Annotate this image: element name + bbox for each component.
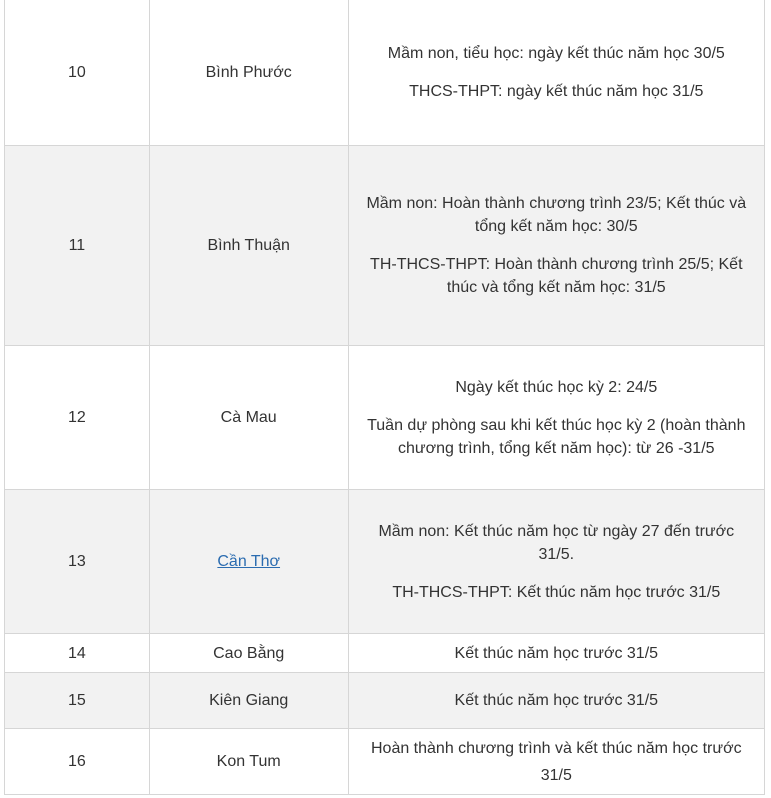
schedule-note <box>348 0 764 146</box>
row-number: 10 <box>5 0 150 146</box>
schedule-note <box>348 729 764 795</box>
row-number: 14 <box>5 634 150 673</box>
province-name: Kiên Giang <box>149 673 348 729</box>
schedule-note <box>348 146 764 346</box>
table-row <box>5 634 765 673</box>
note-line: Tuần dự phòng sau khi kết thúc học kỳ 2 (hoàn thành chương trình, tổng kết năm học): từ 26 -31/5 <box>367 416 746 457</box>
schedule-note <box>348 673 764 729</box>
note-line: THCS-THPT: ngày kết thúc năm học 31/5 <box>409 82 704 100</box>
schedule-note <box>348 490 764 634</box>
row-number: 12 <box>5 346 150 490</box>
province-name: Cao Bằng <box>149 634 348 673</box>
table-row <box>5 146 765 346</box>
province-link-can-tho[interactable]: Cần Thơ <box>217 553 281 570</box>
province-name: Bình Thuận <box>149 146 348 346</box>
note-line: Mầm non: Hoàn thành chương trình 23/5; Kết thúc và tổng kết năm học: 30/5 <box>366 195 747 235</box>
row-number: 13 <box>5 490 150 634</box>
province-name <box>149 490 348 634</box>
note-line: Mầm non: Kết thúc năm học từ ngày 27 đến trước 31/5. <box>378 522 735 563</box>
note-line: Kết thúc năm học trước 31/5 <box>454 644 659 662</box>
note-line: Ngày kết thúc học kỳ 2: 24/5 <box>455 378 658 396</box>
school-year-table <box>4 0 765 795</box>
note-line: Hoàn thành chương trình và kết thúc năm học trước 31/5 <box>370 739 742 784</box>
row-number: 16 <box>5 729 150 795</box>
row-number: 15 <box>5 673 150 729</box>
province-name: Kon Tum <box>149 729 348 795</box>
table-row <box>5 490 765 634</box>
note-line: Kết thúc năm học trước 31/5 <box>454 692 659 709</box>
note-line: Mầm non, tiểu học: ngày kết thúc năm học 30/5 <box>387 44 725 62</box>
note-line: TH-THCS-THPT: Kết thúc năm học trước 31/5 <box>392 583 721 601</box>
schedule-note <box>348 346 764 490</box>
table-row <box>5 0 765 146</box>
province-name: Bình Phước <box>149 0 348 146</box>
table-row <box>5 346 765 490</box>
schedule-note <box>348 634 764 673</box>
table-row <box>5 673 765 729</box>
row-number: 11 <box>5 146 150 346</box>
table-row <box>5 729 765 795</box>
note-line: TH-THCS-THPT: Hoàn thành chương trình 25/5; Kết thúc và tổng kết năm học: 31/5 <box>370 256 743 296</box>
province-name: Cà Mau <box>149 346 348 490</box>
